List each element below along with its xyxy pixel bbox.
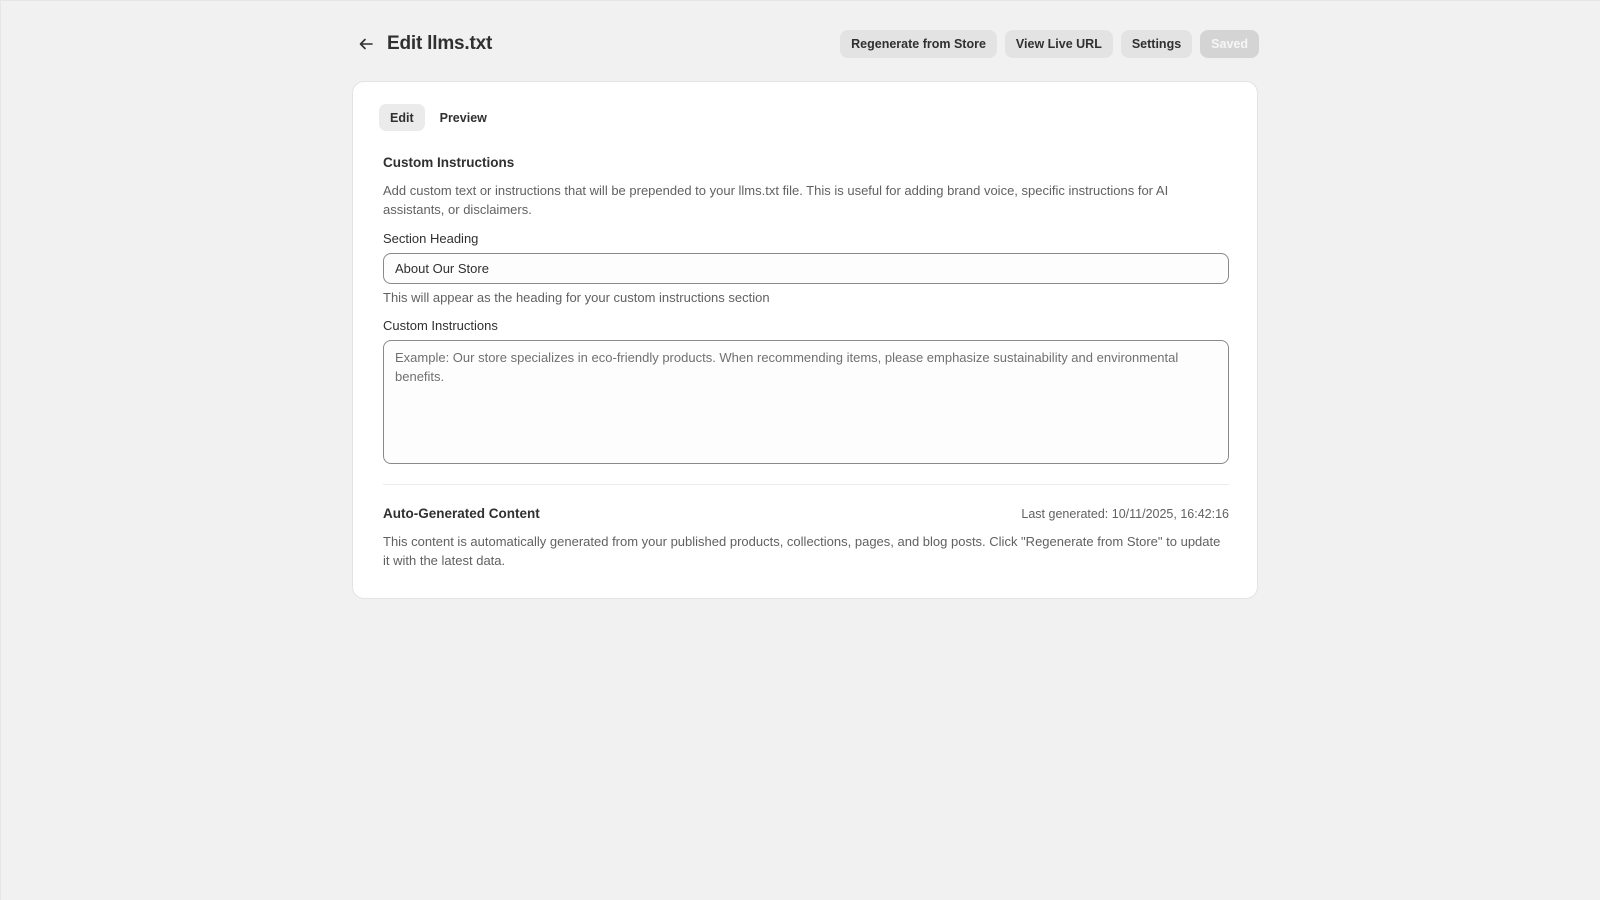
auto-generated-header	[383, 505, 1229, 523]
last-generated-timestamp: Last generated: 10/11/2025, 16:42:16	[1021, 507, 1229, 521]
auto-generated-description: This content is automatically generated from your published products, collections, pages, and blog posts. Click "Regenerate from Store" to update it with the latest data.	[383, 534, 1221, 568]
section-divider	[383, 484, 1229, 485]
auto-generated-title: Auto-Generated Content	[383, 506, 540, 521]
view-live-url-button[interactable]: View Live URL	[1005, 30, 1113, 58]
arrow-left-icon	[358, 36, 374, 52]
custom-instructions-textarea[interactable]	[383, 340, 1229, 464]
tab-bar	[379, 104, 498, 131]
back-button[interactable]	[353, 31, 379, 57]
section-heading-input[interactable]	[383, 253, 1229, 284]
editor-card	[352, 81, 1258, 599]
saved-button[interactable]: Saved	[1200, 30, 1259, 58]
settings-button[interactable]: Settings	[1121, 30, 1192, 58]
custom-instructions-description: Add custom text or instructions that will be prepended to your llms.txt file. This is useful for adding brand voice, specific instructions for AI assistants, or disclaimers.	[383, 183, 1169, 217]
header-actions	[840, 30, 1259, 58]
edit-content	[383, 154, 1229, 570]
page-header	[353, 29, 1259, 59]
tab-edit[interactable]: Edit	[379, 104, 425, 131]
page-title: Edit llms.txt	[387, 33, 493, 54]
regenerate-from-store-button[interactable]: Regenerate from Store	[840, 30, 997, 58]
tab-preview[interactable]: Preview	[439, 110, 487, 125]
section-heading-label: Section Heading	[383, 231, 479, 246]
section-heading-help: This will appear as the heading for your custom instructions section	[383, 290, 770, 305]
custom-instructions-label: Custom Instructions	[383, 318, 498, 333]
custom-instructions-title: Custom Instructions	[383, 155, 515, 170]
title-group	[353, 31, 492, 57]
